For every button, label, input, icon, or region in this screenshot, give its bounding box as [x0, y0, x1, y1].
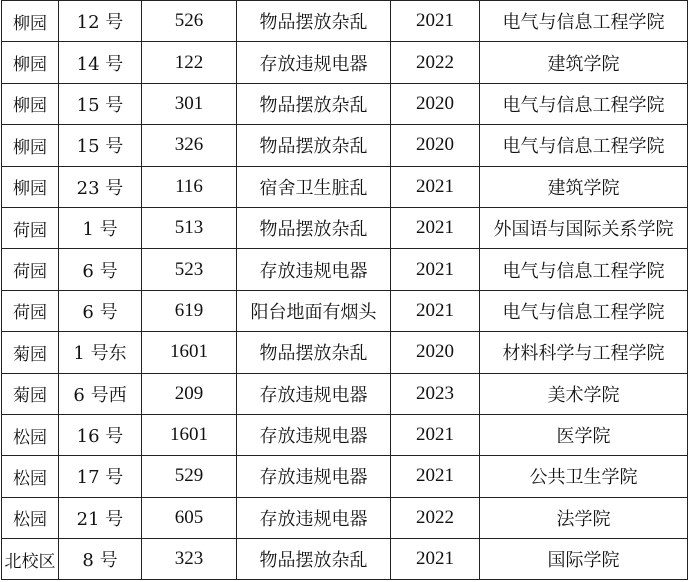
campus-area-cell: 菊园 [2, 373, 59, 414]
table-row [2, 249, 688, 290]
table-row [2, 539, 688, 580]
building-cell: 12 号 [59, 1, 142, 42]
room-number-cell: 529 [142, 456, 237, 497]
table-row [2, 290, 688, 331]
issue-cell: 阳台地面有烟头 [237, 290, 391, 331]
college-cell: 电气与信息工程学院 [480, 249, 688, 290]
issue-cell: 物品摆放杂乱 [237, 332, 391, 373]
college-cell: 电气与信息工程学院 [480, 83, 688, 124]
building-cell: 21 号 [59, 497, 142, 538]
year-cell: 2021 [391, 414, 480, 455]
campus-area-cell: 荷园 [2, 290, 59, 331]
year-cell: 2021 [391, 290, 480, 331]
issue-cell: 存放违规电器 [237, 249, 391, 290]
college-cell: 医学院 [480, 414, 688, 455]
year-cell: 2021 [391, 166, 480, 207]
room-number-cell: 619 [142, 290, 237, 331]
campus-area-cell: 菊园 [2, 332, 59, 373]
campus-area-cell: 北校区 [2, 539, 59, 580]
campus-area-cell: 荷园 [2, 207, 59, 248]
year-cell: 2021 [391, 1, 480, 42]
year-cell: 2022 [391, 497, 480, 538]
college-cell: 材料科学与工程学院 [480, 332, 688, 373]
issue-cell: 存放违规电器 [237, 373, 391, 414]
college-cell: 美术学院 [480, 373, 688, 414]
campus-area-cell: 松园 [2, 414, 59, 455]
issue-cell: 存放违规电器 [237, 414, 391, 455]
building-cell: 15 号 [59, 125, 142, 166]
year-cell: 2023 [391, 373, 480, 414]
room-number-cell: 323 [142, 539, 237, 580]
table-row [2, 207, 688, 248]
table-row [2, 125, 688, 166]
table-row [2, 83, 688, 124]
room-number-cell: 116 [142, 166, 237, 207]
college-cell: 公共卫生学院 [480, 456, 688, 497]
issue-cell: 存放违规电器 [237, 497, 391, 538]
table-row [2, 42, 688, 83]
year-cell: 2022 [391, 42, 480, 83]
room-number-cell: 605 [142, 497, 237, 538]
table-row [2, 497, 688, 538]
table-row [2, 414, 688, 455]
building-cell: 6 号西 [59, 373, 142, 414]
year-cell: 2021 [391, 249, 480, 290]
issue-cell: 物品摆放杂乱 [237, 207, 391, 248]
room-number-cell: 513 [142, 207, 237, 248]
issue-cell: 物品摆放杂乱 [237, 1, 391, 42]
college-cell: 电气与信息工程学院 [480, 125, 688, 166]
issue-cell: 存放违规电器 [237, 42, 391, 83]
table-row [2, 1, 688, 42]
room-number-cell: 209 [142, 373, 237, 414]
year-cell: 2020 [391, 125, 480, 166]
campus-area-cell: 柳园 [2, 166, 59, 207]
building-cell: 6 号 [59, 249, 142, 290]
building-cell: 8 号 [59, 539, 142, 580]
room-number-cell: 526 [142, 1, 237, 42]
college-cell: 电气与信息工程学院 [480, 290, 688, 331]
issue-cell: 物品摆放杂乱 [237, 539, 391, 580]
building-cell: 15 号 [59, 83, 142, 124]
table-row [2, 373, 688, 414]
college-cell: 建筑学院 [480, 42, 688, 83]
year-cell: 2020 [391, 332, 480, 373]
issue-cell: 存放违规电器 [237, 456, 391, 497]
campus-area-cell: 柳园 [2, 42, 59, 83]
table-body [2, 1, 688, 580]
building-cell: 6 号 [59, 290, 142, 331]
college-cell: 国际学院 [480, 539, 688, 580]
year-cell: 2020 [391, 83, 480, 124]
college-cell: 建筑学院 [480, 166, 688, 207]
issue-cell: 宿舍卫生脏乱 [237, 166, 391, 207]
room-number-cell: 301 [142, 83, 237, 124]
room-number-cell: 1601 [142, 332, 237, 373]
room-number-cell: 326 [142, 125, 237, 166]
building-cell: 17 号 [59, 456, 142, 497]
room-number-cell: 122 [142, 42, 237, 83]
building-cell: 1 号东 [59, 332, 142, 373]
building-cell: 23 号 [59, 166, 142, 207]
year-cell: 2021 [391, 207, 480, 248]
issue-cell: 物品摆放杂乱 [237, 83, 391, 124]
room-number-cell: 523 [142, 249, 237, 290]
campus-area-cell: 柳园 [2, 125, 59, 166]
building-cell: 16 号 [59, 414, 142, 455]
campus-area-cell: 松园 [2, 456, 59, 497]
table-row [2, 332, 688, 373]
issue-cell: 物品摆放杂乱 [237, 125, 391, 166]
college-cell: 法学院 [480, 497, 688, 538]
building-cell: 14 号 [59, 42, 142, 83]
campus-area-cell: 柳园 [2, 83, 59, 124]
room-number-cell: 1601 [142, 414, 237, 455]
table-row [2, 166, 688, 207]
dormitory-inspection-table [1, 0, 688, 580]
table-row [2, 456, 688, 497]
building-cell: 1 号 [59, 207, 142, 248]
year-cell: 2021 [391, 539, 480, 580]
campus-area-cell: 柳园 [2, 1, 59, 42]
college-cell: 电气与信息工程学院 [480, 1, 688, 42]
campus-area-cell: 松园 [2, 497, 59, 538]
college-cell: 外国语与国际关系学院 [480, 207, 688, 248]
campus-area-cell: 荷园 [2, 249, 59, 290]
year-cell: 2021 [391, 456, 480, 497]
